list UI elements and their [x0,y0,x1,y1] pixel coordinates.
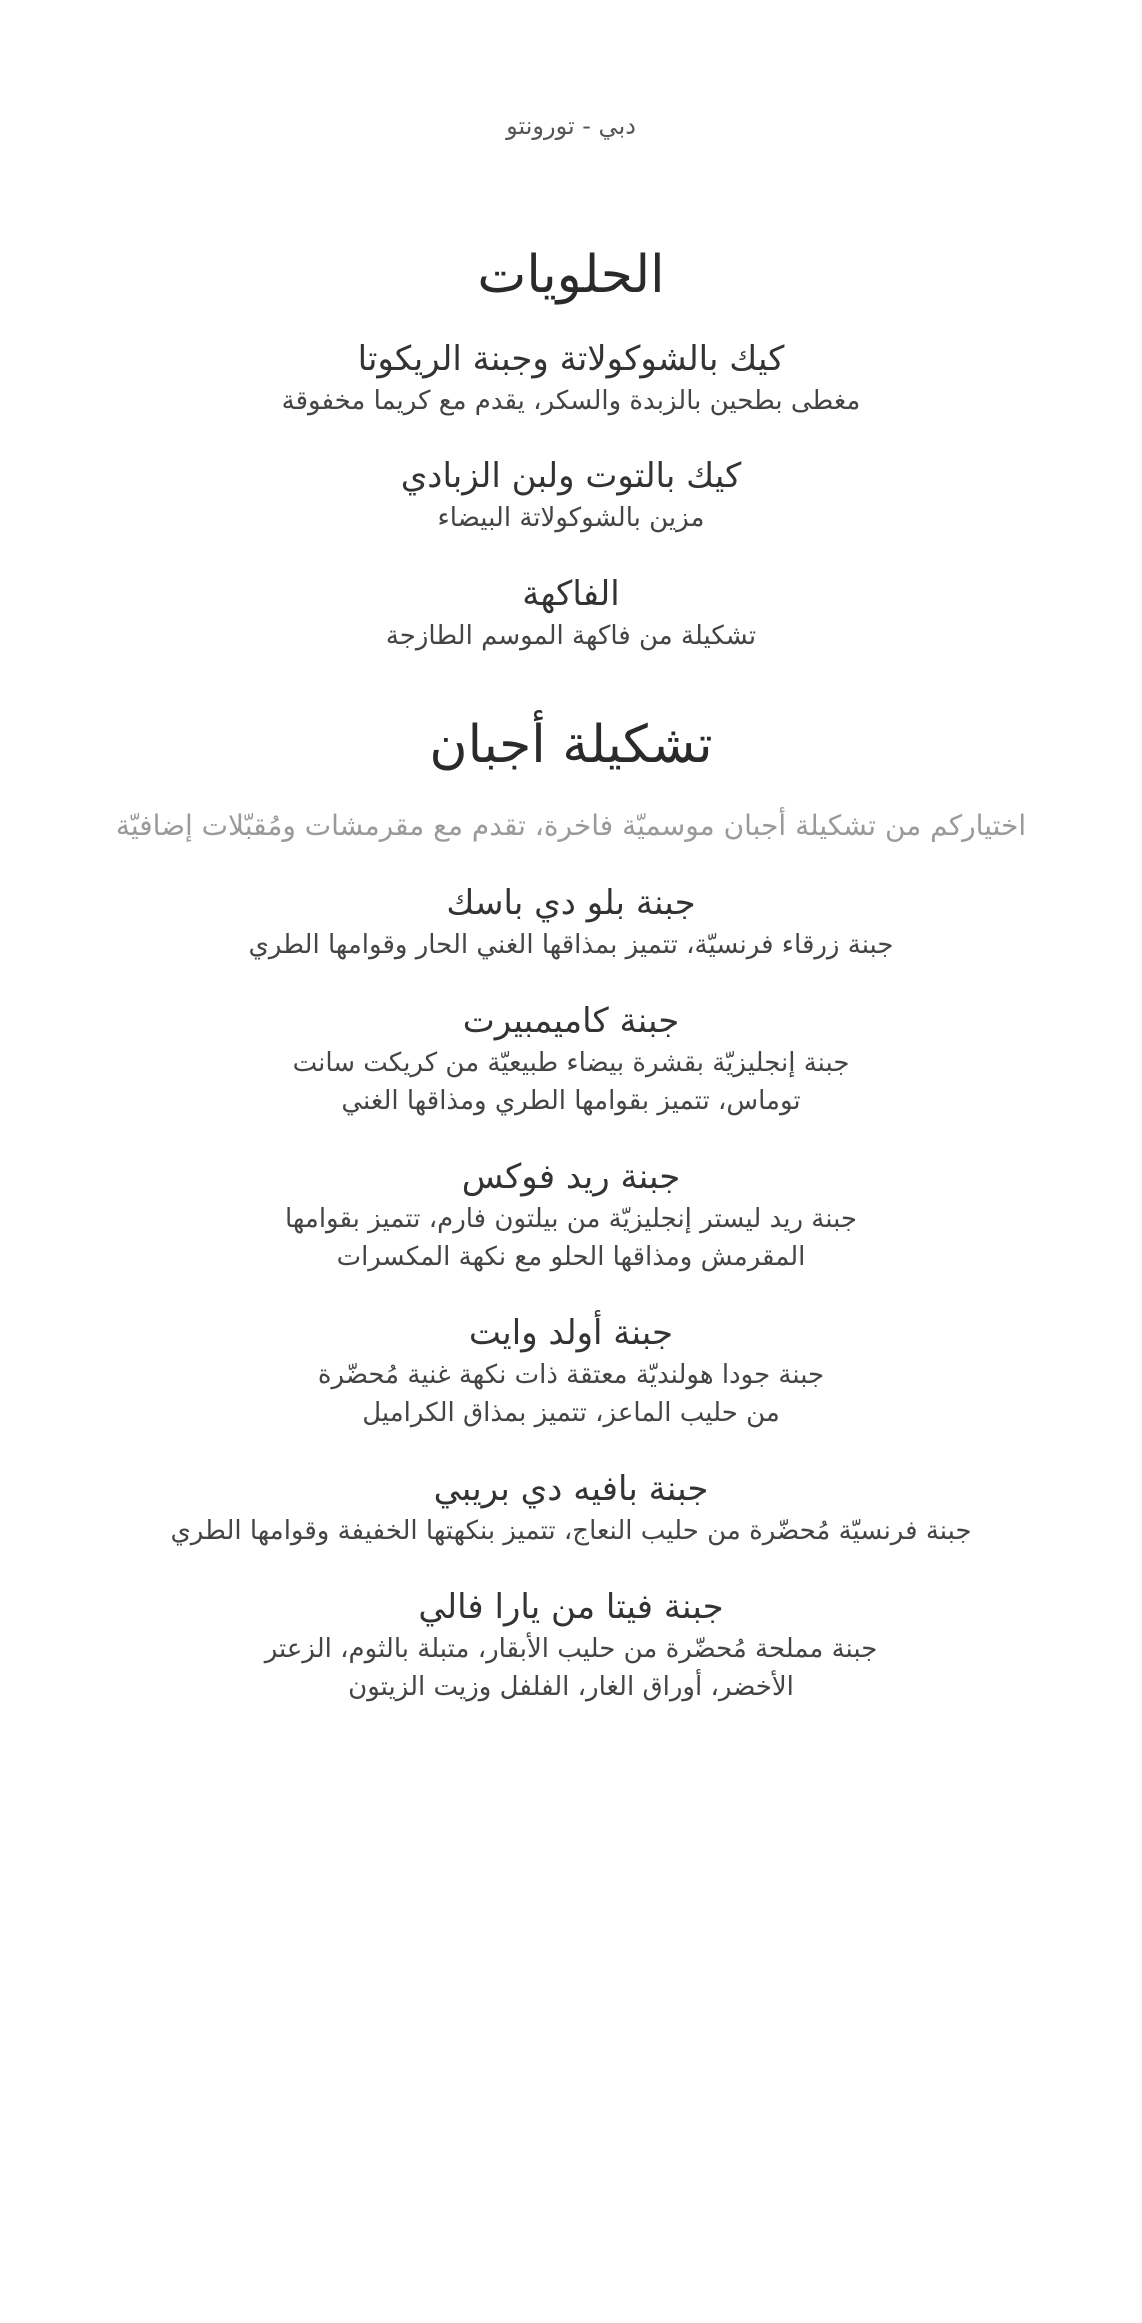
cheese-item-name: جبنة بافيه دي بريبي [433,1469,709,1509]
cheese-item-name: جبنة ريد فوكس [461,1157,681,1197]
cheese-item [100,1154,1042,1276]
dessert-item-description: مزين بالشوكولاتة البيضاء [437,503,705,533]
dessert-item-name: كيك بالتوت ولبن الزبادي [400,456,742,496]
cheese-item [100,1466,1042,1550]
cheese-item-name: جبنة فيتا من يارا فالي [418,1587,724,1627]
cheese-item-description: جبنة زرقاء فرنسيّة، تتميز بمذاقها الغني الحار وقوامها الطري [248,930,894,960]
cheese-item-description: جبنة فرنسيّة مُحضّرة من حليب النعاج، تتميز بنكهتها الخفيفة وقوامها الطري [170,1516,972,1546]
cheese-item-description: جبنة مملحة مُحضّرة من حليب الأبقار، متبلة بالثوم، الزعتر [264,1634,878,1664]
cheese-item-name: جبنة كاميمبيرت [462,1001,680,1041]
cheese-item-description: الأخضر، أوراق الغار، الفلفل وزيت الزيتون [348,1672,794,1702]
cheese-item-description: جبنة جودا هولنديّة معتقة ذات نكهة غنية مُحضّرة [317,1360,825,1390]
cheese-item-description: المقرمش ومذاقها الحلو مع نكهة المكسرات [336,1242,806,1272]
cheese-item [100,998,1042,1120]
dessert-item-description: مغطى بطحين بالزبدة والسكر، يقدم مع كريما مخفوقة [281,386,861,416]
cheeses-title: تشكيلة أجبان [429,715,713,775]
cheese-item [100,880,1042,964]
cheese-item-name: جبنة أولد وايت [468,1313,674,1353]
cheese-item [100,1584,1042,1706]
dessert-item-name: كيك بالشوكولاتة وجبنة الريكوتا [357,339,785,379]
dessert-item [100,336,1042,420]
cheeses-subtitle: اختياركم من تشكيلة أجبان موسميّة فاخرة، تقدم مع مقرمشات ومُقبّلات إضافيّة [115,809,1027,842]
route-label: دبي - تورونتو [506,112,636,140]
cheese-item-name: جبنة بلو دي باسك [446,883,696,923]
dessert-item [100,453,1042,537]
cheese-item-description: من حليب الماعز، تتميز بمذاق الكراميل [362,1398,780,1428]
cheese-item-description: جبنة ريد ليستر إنجليزيّة من بيلتون فارم، تتميز بقوامها [285,1204,857,1234]
dessert-item [100,571,1042,655]
dessert-item-name: الفاكهة [522,574,620,614]
cheese-item-description: جبنة إنجليزيّة بقشرة بيضاء طبيعيّة من كريكت سانت [292,1048,850,1078]
desserts-title: الحلويات [477,245,665,305]
dessert-item-description: تشكيلة من فاكهة الموسم الطازجة [385,621,757,651]
cheese-item-description: توماس، تتميز بقوامها الطري ومذاقها الغني [341,1086,801,1116]
cheese-item [100,1310,1042,1432]
